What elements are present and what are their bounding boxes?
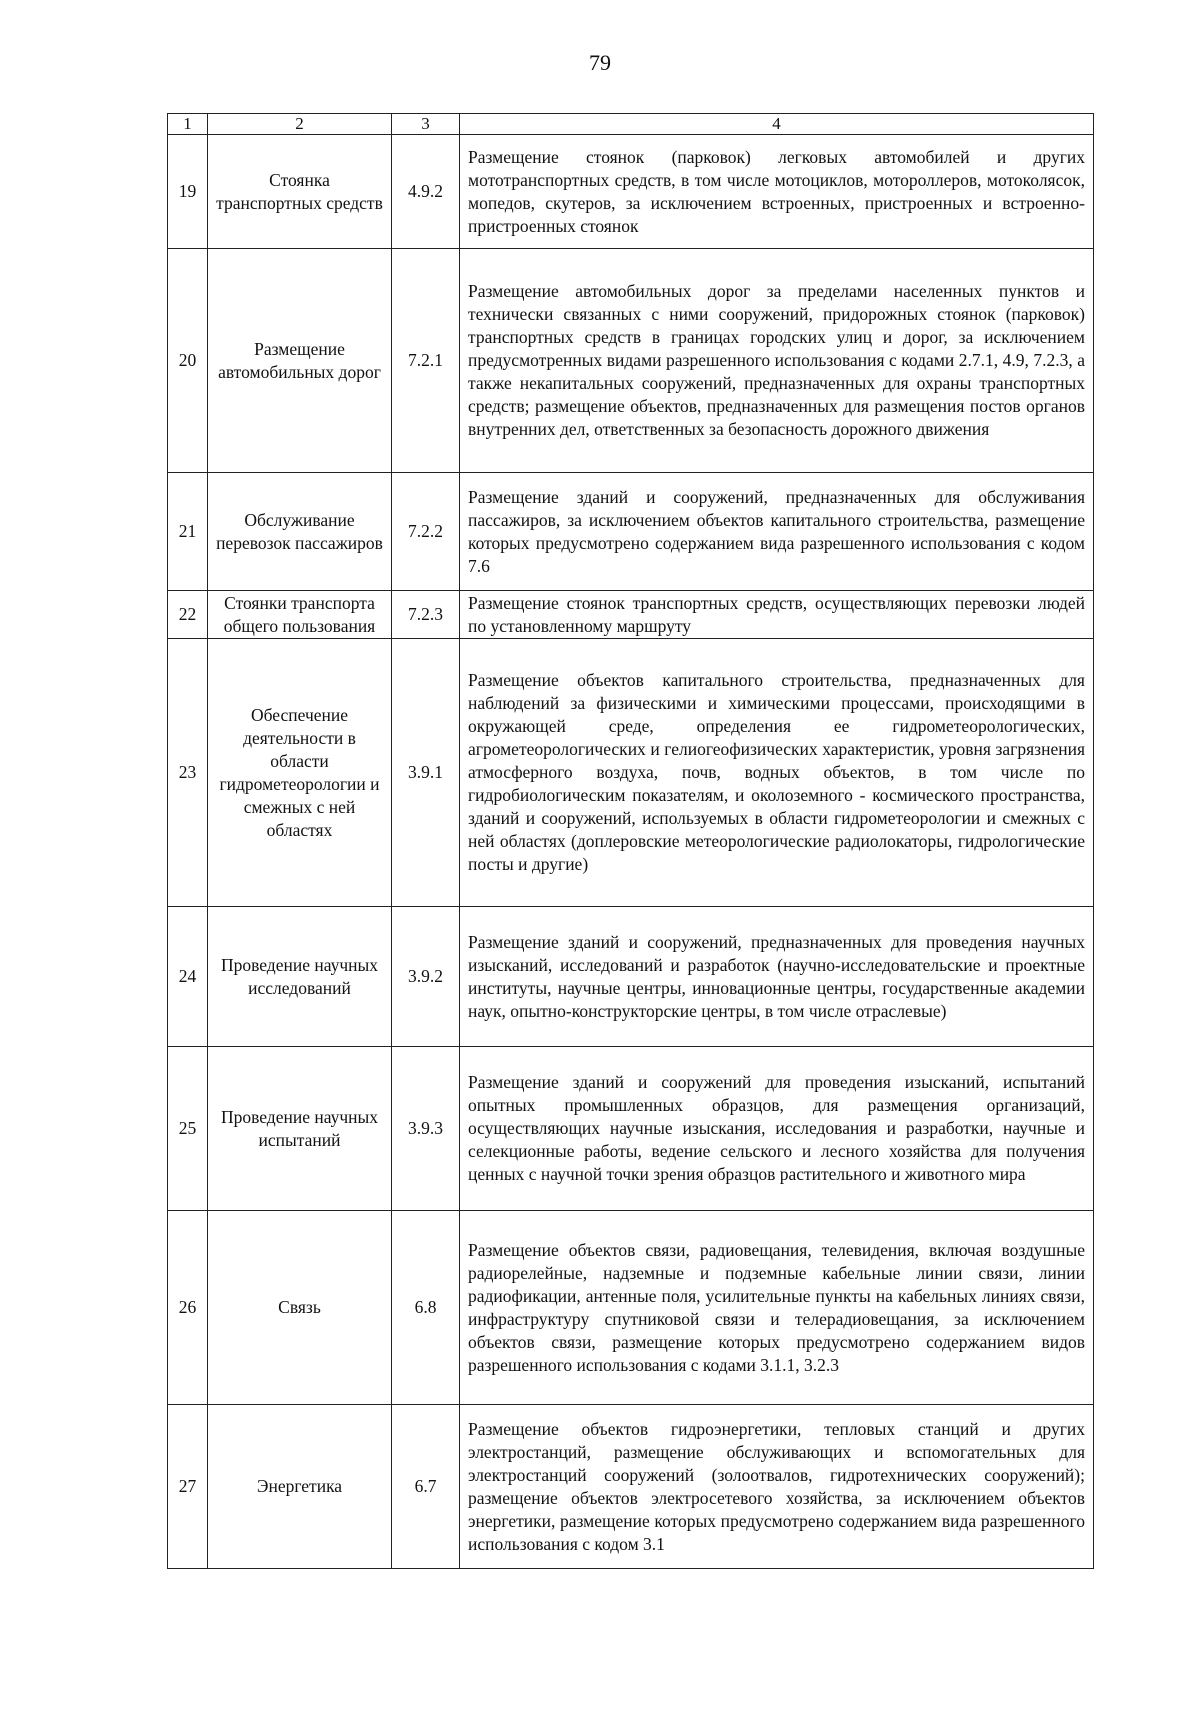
use-type-name: Энергетика	[208, 1405, 392, 1569]
use-type-description: Размещение объектов гидроэнергетики, тепловых станций и других электростанций, размещение обслуживающих и вспомогательных для электростанций сооружений (золоотвалов, гидротехнических сооружений); размещение объектов электросетевого хозяйства, за исключением объектов энергетики, размещение которых предусмотрено содержанием вида разрешенного использования с кодом 3.1	[460, 1405, 1094, 1569]
use-type-code: 7.2.3	[392, 591, 460, 639]
row-number: 19	[168, 135, 208, 249]
use-type-code: 6.7	[392, 1405, 460, 1569]
header-col-2: 2	[208, 114, 392, 135]
use-type-description: Размещение объектов связи, радиовещания, телевидения, включая воздушные радиорелейные, надземные и подземные кабельные линии связи, линии радиофикации, антенные поля, усилительные пункты на кабельных линиях связи, инфраструктуру спутниковой связи и телерадиовещания, за исключением объектов связи, размещение которых предусмотрено содержанием видов разрешенного использования с кодами 3.1.1, 3.2.3	[460, 1211, 1094, 1405]
row-number: 24	[168, 907, 208, 1047]
use-type-description: Размещение зданий и сооружений, предназначенных для обслуживания пассажиров, за исключением объектов капитального строительства, размещение которых предусмотрено содержанием вида разрешенного использования с кодом 7.6	[460, 473, 1094, 591]
use-type-name: Проведение научных исследований	[208, 907, 392, 1047]
use-type-description: Размещение автомобильных дорог за пределами населенных пунктов и технически связанных с ними сооружений, придорожных стоянок (парковок) транспортных средств в границах городских улиц и дорог, за исключением предусмотренных видами разрешенного использования с кодами 2.7.1, 4.9, 7.2.3, а также некапитальных сооружений, предназначенных для охраны транспортных средств; размещение объектов, предназначенных для размещения постов органов внутренних дел, ответственных за безопасность дорожного движения	[460, 249, 1094, 473]
use-type-code: 4.9.2	[392, 135, 460, 249]
header-col-4: 4	[460, 114, 1094, 135]
row-number: 20	[168, 249, 208, 473]
use-type-description: Размещение зданий и сооружений, предназначенных для проведения научных изысканий, исследований и разработок (научно-исследовательские и проектные институты, научные центры, инновационные центры, государственные академии наук, опытно-конструкторские центры, в том числе отраслевые)	[460, 907, 1094, 1047]
use-type-name: Стоянка транспортных средств	[208, 135, 392, 249]
table-row	[168, 1211, 1094, 1405]
use-type-name: Обеспечение деятельности в области гидрометеорологии и смежных с ней областях	[208, 639, 392, 907]
header-col-3: 3	[392, 114, 460, 135]
use-type-description: Размещение объектов капитального строительства, предназначенных для наблюдений за физическими и химическими процессами, происходящими в окружающей среде, определения ее гидрометеорологических, агрометеорологических и гелиогеофизических характеристик, уровня загрязнения атмосферного воздуха, почв, водных объектов, в том числе по гидробиологическим показателям, и околоземного - космического пространства, зданий и сооружений, используемых в области гидрометеорологии и смежных с ней областях (доплеровские метеорологические радиолокаторы, гидрологические посты и другие)	[460, 639, 1094, 907]
table-header-row	[168, 114, 1094, 135]
use-type-code: 3.9.2	[392, 907, 460, 1047]
table-row	[168, 1047, 1094, 1211]
use-type-code: 7.2.1	[392, 249, 460, 473]
table-row	[168, 135, 1094, 249]
row-number: 21	[168, 473, 208, 591]
row-number: 26	[168, 1211, 208, 1405]
header-col-1: 1	[168, 114, 208, 135]
table-row	[168, 639, 1094, 907]
table-row	[168, 473, 1094, 591]
row-number: 27	[168, 1405, 208, 1569]
use-type-name: Связь	[208, 1211, 392, 1405]
row-number: 22	[168, 591, 208, 639]
table-row	[168, 1405, 1094, 1569]
use-type-description: Размещение стоянок (парковок) легковых автомобилей и других мототранспортных средств, в том числе мотоциклов, мотороллеров, мотоколясок, мопедов, скутеров, за исключением встроенных, пристроенных и встроенно-пристроенных стоянок	[460, 135, 1094, 249]
use-type-description: Размещение стоянок транспортных средств, осуществляющих перевозки людей по установленному маршруту	[460, 591, 1094, 639]
use-type-code: 7.2.2	[392, 473, 460, 591]
use-type-name: Размещение автомобильных дорог	[208, 249, 392, 473]
use-type-name: Проведение научных испытаний	[208, 1047, 392, 1211]
table-row	[168, 591, 1094, 639]
use-type-code: 3.9.3	[392, 1047, 460, 1211]
use-type-code: 6.8	[392, 1211, 460, 1405]
row-number: 23	[168, 639, 208, 907]
table-row	[168, 249, 1094, 473]
use-type-description: Размещение зданий и сооружений для проведения изысканий, испытаний опытных промышленных образцов, для размещения организаций, осуществляющих научные изыскания, исследования и разработки, научные и селекционные работы, ведение сельского и лесного хозяйства для получения ценных с научной точки зрения образцов растительного и животного мира	[460, 1047, 1094, 1211]
use-type-code: 3.9.1	[392, 639, 460, 907]
use-type-name: Обслуживание перевозок пассажиров	[208, 473, 392, 591]
row-number: 25	[168, 1047, 208, 1211]
table-row	[168, 907, 1094, 1047]
page-number: 79	[589, 50, 611, 75]
use-type-name: Стоянки транспорта общего пользования	[208, 591, 392, 639]
land-use-table	[167, 113, 1094, 1569]
